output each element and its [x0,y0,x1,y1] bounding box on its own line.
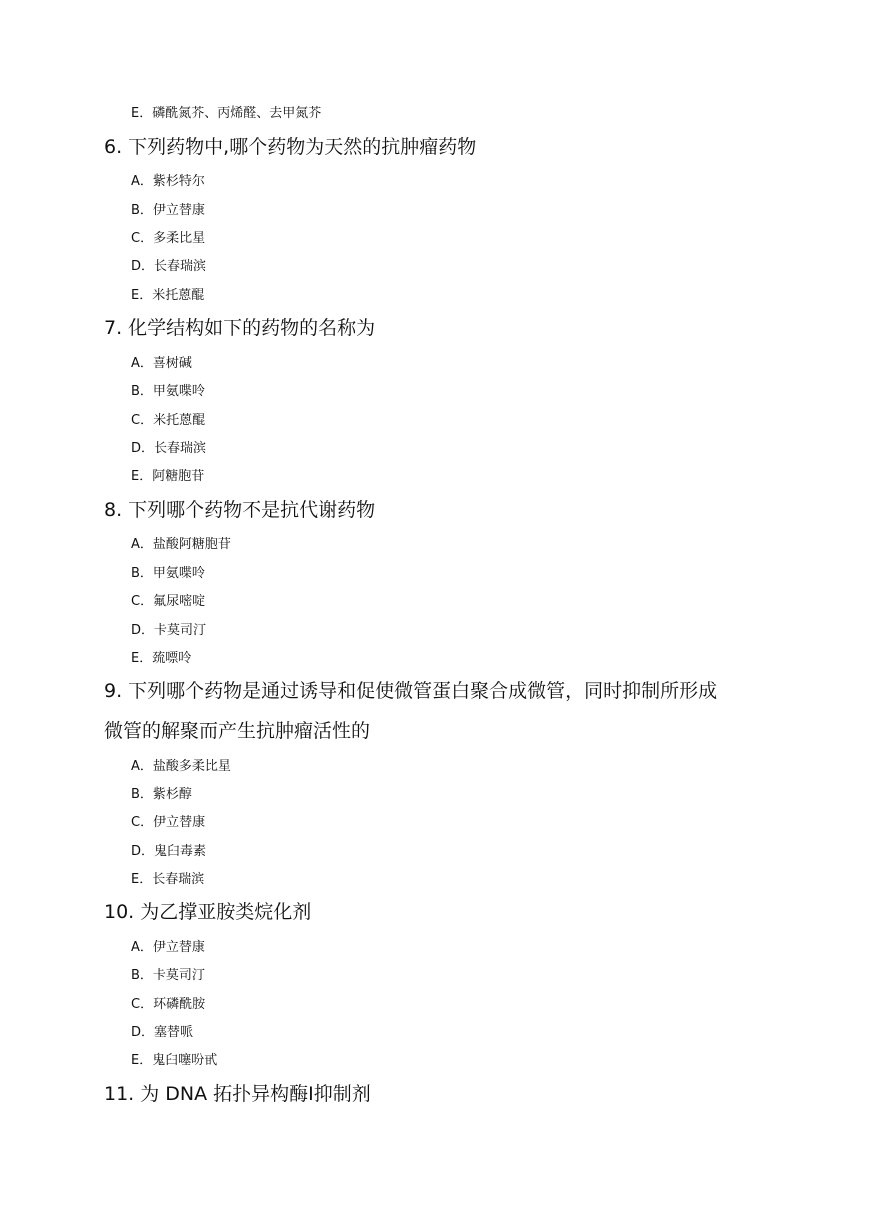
question-text: 7. 化学结构如下的药物的名称为 [104,317,376,339]
option-text: B．伊立替康 [131,203,205,218]
option-text: A．伊立替康 [131,940,205,955]
option-text: A．紫杉特尔 [131,174,205,189]
option-text: D．塞替哌 [131,1025,194,1040]
option-text: C．多柔比星 [131,231,206,246]
option-text: E．磷酰氮芥、丙烯醛、去甲氮芥 [131,106,322,121]
option-text: D．长春瑞滨 [131,259,207,274]
option-text: C．伊立替康 [131,815,206,830]
question-text: 9. 下列哪个药物是通过诱导和促使微管蛋白聚合成微管，同时抑制所形成 [104,680,718,702]
option-text: C．环磷酰胺 [131,997,206,1012]
option-text: D．长春瑞滨 [131,441,207,456]
option-text: E．阿糖胞苷 [131,469,205,484]
question-text: 6. 下列药物中,哪个药物为天然的抗肿瘤药物 [104,136,477,158]
option-text: D．卡莫司汀 [131,623,207,638]
option-text: A．盐酸阿糖胞苷 [131,537,231,552]
option-text: C．氟尿嘧啶 [131,594,206,609]
question-text: 11. 为 DNA 拓扑异构酶Ⅰ抑制剂 [104,1083,371,1105]
option-text: A．喜树碱 [131,356,192,371]
option-text: D．鬼臼毒素 [131,844,207,859]
question-text: 10. 为乙撑亚胺类烷化剂 [104,901,312,923]
option-text: B．甲氨喋呤 [131,384,205,399]
option-text: A．盐酸多柔比星 [131,759,231,774]
option-text: E．米托蒽醌 [131,288,205,303]
question-text-continuation: 微管的解聚而产生抗肿瘤活性的 [104,720,371,742]
option-text: C．米托蒽醌 [131,413,206,428]
option-text: E．巯嘌呤 [131,651,192,666]
option-text: E．长春瑞滨 [131,872,205,887]
question-text: 8. 下列哪个药物不是抗代谢药物 [104,499,376,521]
option-text: E．鬼臼噻吩甙 [131,1053,218,1068]
option-text: B．甲氨喋呤 [131,566,205,581]
option-text: B．卡莫司汀 [131,968,205,983]
option-text: B．紫杉醇 [131,787,192,802]
